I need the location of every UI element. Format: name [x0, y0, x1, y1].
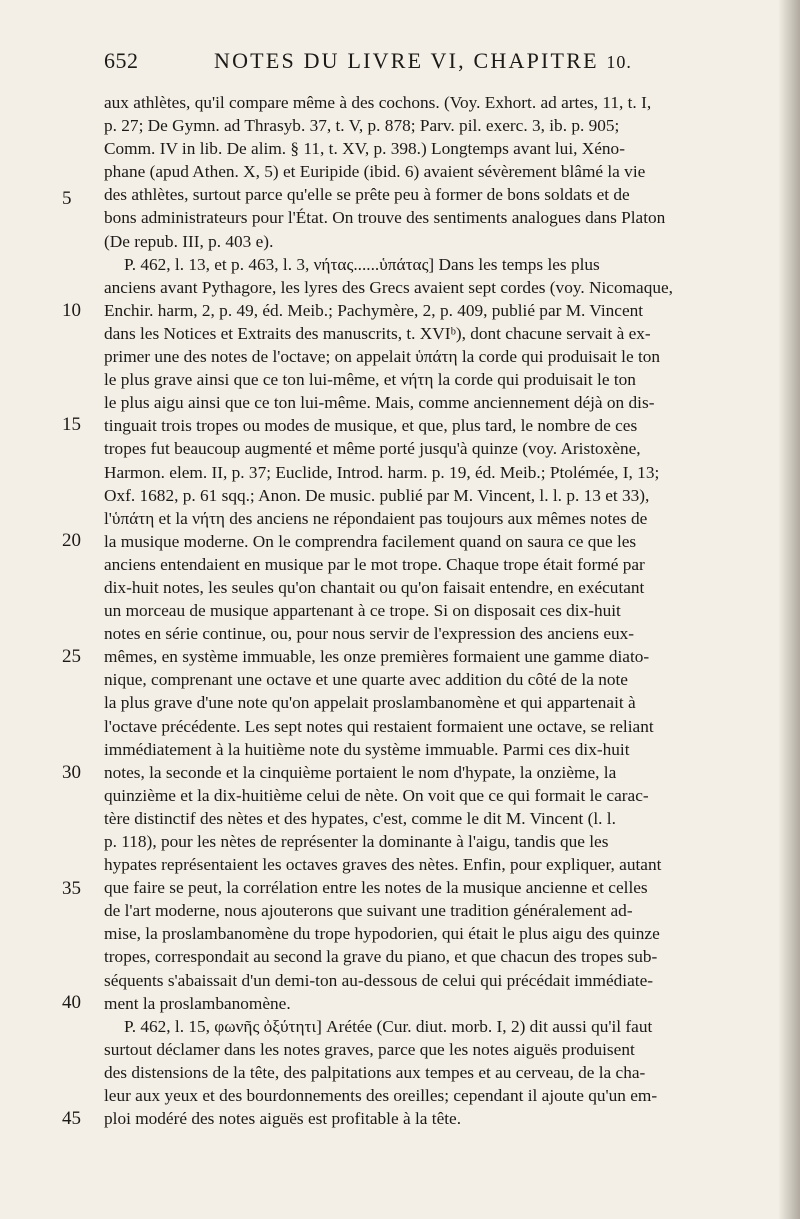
text-line: surtout déclamer dans les notes graves, parce que les notes aiguës produisent: [104, 1039, 635, 1059]
text-line: aux athlètes, qu'il compare même à des cochons. (Voy. Exhort. ad artes, 11, t. I,: [104, 93, 652, 112]
text-line: tropes, correspondait au second la grave du piano, et que chacun des tropes sub-: [104, 947, 658, 967]
text-line: l'octave précédente. Les sept notes qui restaient formaient une octave, se reliant: [104, 716, 654, 736]
text-line: primer une des notes de l'octave; on appelait ὑπάτη la corde qui produisait le ton: [104, 347, 661, 367]
line-number-35: 35: [62, 878, 81, 899]
text-line: ploi modéré des notes aiguës est profitable à la tête.: [104, 1109, 462, 1129]
text-line: Harmon. elem. II, p. 37; Euclide, Introd. harm. p. 19, éd. Meib.; Ptolémée, I, 13;: [104, 462, 660, 482]
line-number-25: 25: [62, 646, 81, 667]
note-heading-line: P. 462, l. 13, et p. 463, l. 3, νήτας......ὑπάτας] Dans les temps les plus: [124, 254, 600, 274]
page-header: [104, 44, 734, 80]
text-line: ment la proslambanomène.: [104, 993, 291, 1013]
text-line: tropes fut beaucoup augmenté et même porté jusqu'à quinze (voy. Aristoxène,: [104, 439, 641, 459]
body-text: [104, 91, 736, 1130]
text-line: bons administrateurs pour l'État. On trouve des sentiments analogues dans Platon: [104, 208, 666, 228]
text-line: anciens entendaient en musique par le mot trope. Chaque trope était formé par: [104, 554, 645, 574]
text-line: dans les Notices et Extraits des manuscrits, t. XVIᵇ), dont chacune servait à ex-: [104, 323, 651, 343]
line-number-15: 15: [62, 414, 81, 435]
text-line: la plus grave d'une note qu'on appelait proslambanomène et qui appartenait à: [104, 693, 636, 713]
text-line: mise, la proslambanomène du trope hypodorien, qui était le plus aigu des quinze: [104, 924, 660, 944]
line-number-45: 45: [62, 1108, 81, 1129]
text-line: leur aux yeux et des bourdonnements des oreilles; cependant il ajoute qu'un em-: [104, 1086, 658, 1106]
text-line: hypates représentaient les octaves graves des nètes. Enfin, pour expliquer, autant: [104, 855, 662, 875]
text-line: Oxf. 1682, p. 61 sqq.; Anon. De music. publié par M. Vincent, l. l. p. 13 et 33),: [104, 485, 650, 505]
text-line: le plus aigu ainsi que ce ton lui-même. Mais, comme anciennement déjà on dis-: [104, 393, 655, 413]
text-line: quinzième et la dix-huitième celui de nète. On voit que ce qui formait le carac-: [104, 785, 649, 805]
text-line: des distensions de la tête, des palpitations aux tempes et au cerveau, de la cha-: [104, 1062, 646, 1082]
line-number-30: 30: [62, 762, 81, 783]
text-line: mêmes, en système immuable, les onze premières formaient une gamme diato-: [104, 647, 650, 667]
text-line: immédiatement à la huitième note du système immuable. Parmi ces dix-huit: [104, 739, 630, 759]
line-number-20: 20: [62, 530, 81, 551]
running-title-text: NOTES DU LIVRE VI, CHAPITRE: [214, 48, 599, 73]
note-heading-line: P. 462, l. 15, φωνῆς ὀξύτητι] Arétée (Cur. diut. morb. I, 2) dit aussi qu'il faut: [124, 1016, 653, 1036]
text-line: notes en série continue, ou, pour nous servir de l'expression des anciens eux-: [104, 624, 635, 644]
text-line: séquents s'abaissait d'un demi-ton au-dessous de celui qui précédait immédiate-: [104, 970, 653, 990]
text-line: tinguait trois tropes ou modes de musique, et que, plus tard, le nombre de ces: [104, 416, 638, 436]
text-line: un morceau de musique appartenant à ce trope. Si on disposait ces dix-huit: [104, 601, 621, 621]
line-number-5: 5: [62, 188, 72, 209]
text-line: (De repub. III, p. 403 e).: [104, 231, 274, 251]
page-edge-shadow: [778, 0, 800, 1219]
text-line: l'ὑπάτη et la νήτη des anciens ne répondaient pas toujours aux mêmes notes de: [104, 508, 648, 528]
text-line: de l'art moderne, nous ajouterons que suivant une tradition généralement ad-: [104, 901, 633, 921]
text-line: phane (apud Athen. X, 5) et Euripide (ibid. 6) avaient sévèrement blâmé la vie: [104, 162, 646, 182]
text-line: la musique moderne. On le comprendra facilement quand on saura ce que les: [104, 531, 637, 551]
running-title-chapter: 10.: [606, 52, 632, 72]
running-title: [214, 48, 632, 74]
line-number-40: 40: [62, 992, 81, 1013]
text-line: dix-huit notes, les seules qu'on chantait ou qu'on faisait entendre, en exécutant: [104, 577, 645, 597]
text-line: Enchir. harm, 2, p. 49, éd. Meib.; Pachymère, 2, p. 409, publié par M. Vincent: [104, 300, 644, 320]
line-number-10: 10: [62, 300, 81, 321]
text-line: que faire se peut, la corrélation entre les notes de la musique ancienne et celles: [104, 878, 648, 898]
text-line: tère distinctif des nètes et des hypates, c'est, comme le dit M. Vincent (l. l.: [104, 808, 616, 828]
text-line: p. 27; De Gymn. ad Thrasyb. 37, t. V, p. 878; Parv. pil. exerc. 3, ib. p. 905;: [104, 116, 620, 136]
text-line: Comm. IV in lib. De alim. § 11, t. XV, p. 398.) Longtemps avant lui, Xéno-: [104, 139, 625, 159]
text-line: des athlètes, surtout parce qu'elle se prête peu à former de bons soldats et de: [104, 185, 630, 205]
text-line: p. 118), pour les nètes de représenter la dominante à l'aigu, tandis que les: [104, 832, 609, 851]
text-line: anciens avant Pythagore, les lyres des Grecs avaient sept cordes (voy. Nicomaque,: [104, 277, 673, 297]
text-line: nique, comprenant une octave et une quarte avec addition du côté de la note: [104, 670, 628, 690]
text-line: le plus grave ainsi que ce ton lui-même, et νήτη la corde qui produisait le ton: [104, 370, 636, 390]
text-line: notes, la seconde et la cinquième portaient le nom d'hypate, la onzième, la: [104, 762, 617, 782]
page-number: 652: [104, 48, 139, 73]
